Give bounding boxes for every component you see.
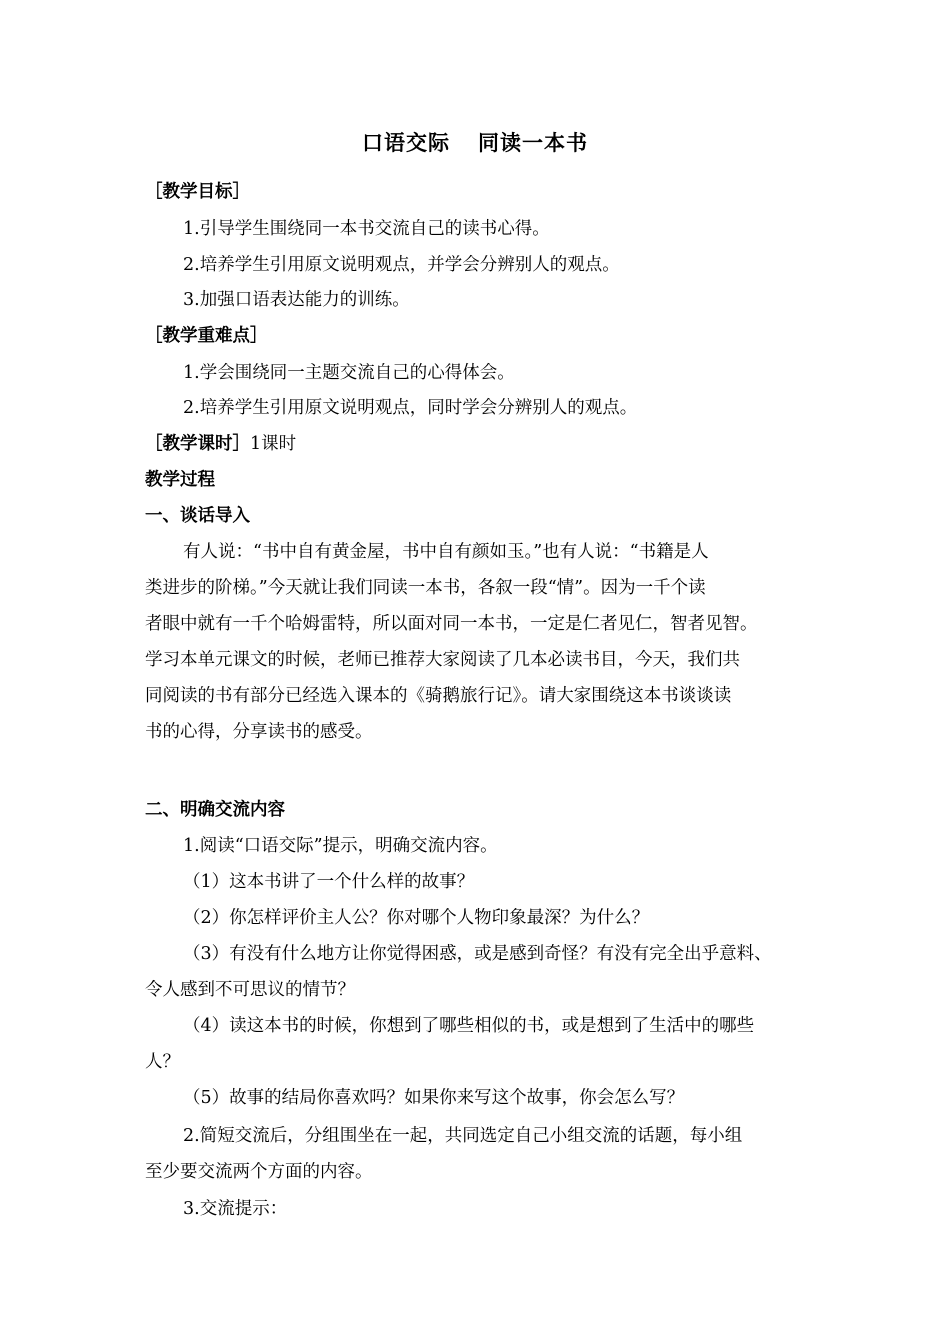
key-point-item: 2.培养学生引用原文说明观点，同时学会分辨别人的观点。 xyxy=(183,398,638,418)
goal-item: 2.培养学生引用原文说明观点，并学会分辨别人的观点。 xyxy=(183,255,620,275)
section2-line: 令人感到不可思议的情节？ xyxy=(145,980,355,1000)
section1-paragraph-line: 学习本单元课文的时候，老师已推荐大家阅读了几本必读书目，今天，我们共 xyxy=(145,650,740,670)
section1-paragraph-line: 者眼中就有一千个哈姆雷特，所以面对同一本书，一定是仁者见仁，智者见智。 xyxy=(145,614,758,634)
section2-line: （2）你怎样评价主人公？你对哪个人物印象最深？为什么？ xyxy=(183,908,650,928)
section1-paragraph-line: 有人说：“书中自有黄金屋，书中自有颜如玉。”也有人说：“书籍是人 xyxy=(183,542,709,562)
section2-heading: 二、明确交流内容 xyxy=(145,800,285,820)
key-points-heading: ［教学重难点］ xyxy=(145,326,268,346)
section2-line: （1）这本书讲了一个什么样的故事？ xyxy=(183,872,475,892)
process-heading: 教学过程 xyxy=(145,470,215,490)
section2-line: （3）有没有什么地方让你觉得困惑，或是感到奇怪？有没有完全出乎意料、 xyxy=(183,944,772,964)
section2-line: 人？ xyxy=(145,1052,180,1072)
section2-line: （4）读这本书的时候，你想到了哪些相似的书，或是想到了生活中的哪些 xyxy=(183,1016,755,1036)
section2-line: 3.交流提示： xyxy=(183,1199,288,1219)
section1-paragraph-line: 书的心得，分享读书的感受。 xyxy=(145,722,373,742)
section1-paragraph-line: 同阅读的书有部分已经选入课本的《骑鹅旅行记》。请大家围绕这本书谈谈读 xyxy=(145,686,732,706)
section1-heading: 一、谈话导入 xyxy=(145,506,250,526)
key-point-item: 1.学会围绕同一主题交流自己的心得体会。 xyxy=(183,363,515,383)
hours-value: 1课时 xyxy=(250,434,297,454)
section2-line: 2.简短交流后，分组围坐在一起，共同选定自己小组交流的话题，每小组 xyxy=(183,1126,743,1146)
hours-heading: ［教学课时］ xyxy=(145,434,250,454)
title-part-2: 同读一本书 xyxy=(478,131,588,155)
section1-paragraph-line: 类进步的阶梯。”今天就让我们同读一本书，各叙一段“情”。因为一千个读 xyxy=(145,578,706,598)
hours-line xyxy=(145,432,296,456)
section2-line: 1.阅读“口语交际”提示，明确交流内容。 xyxy=(183,836,498,856)
goals-heading: ［教学目标］ xyxy=(145,182,250,202)
section2-line: （5）故事的结局你喜欢吗？如果你来写这个故事，你会怎么写？ xyxy=(183,1088,685,1108)
goal-item: 1.引导学生围绕同一本书交流自己的读书心得。 xyxy=(183,219,550,239)
title-part-1: 口语交际 xyxy=(362,131,450,155)
goal-item: 3.加强口语表达能力的训练。 xyxy=(183,290,410,310)
page-title xyxy=(0,127,950,157)
section2-line: 至少要交流两个方面的内容。 xyxy=(145,1162,373,1182)
